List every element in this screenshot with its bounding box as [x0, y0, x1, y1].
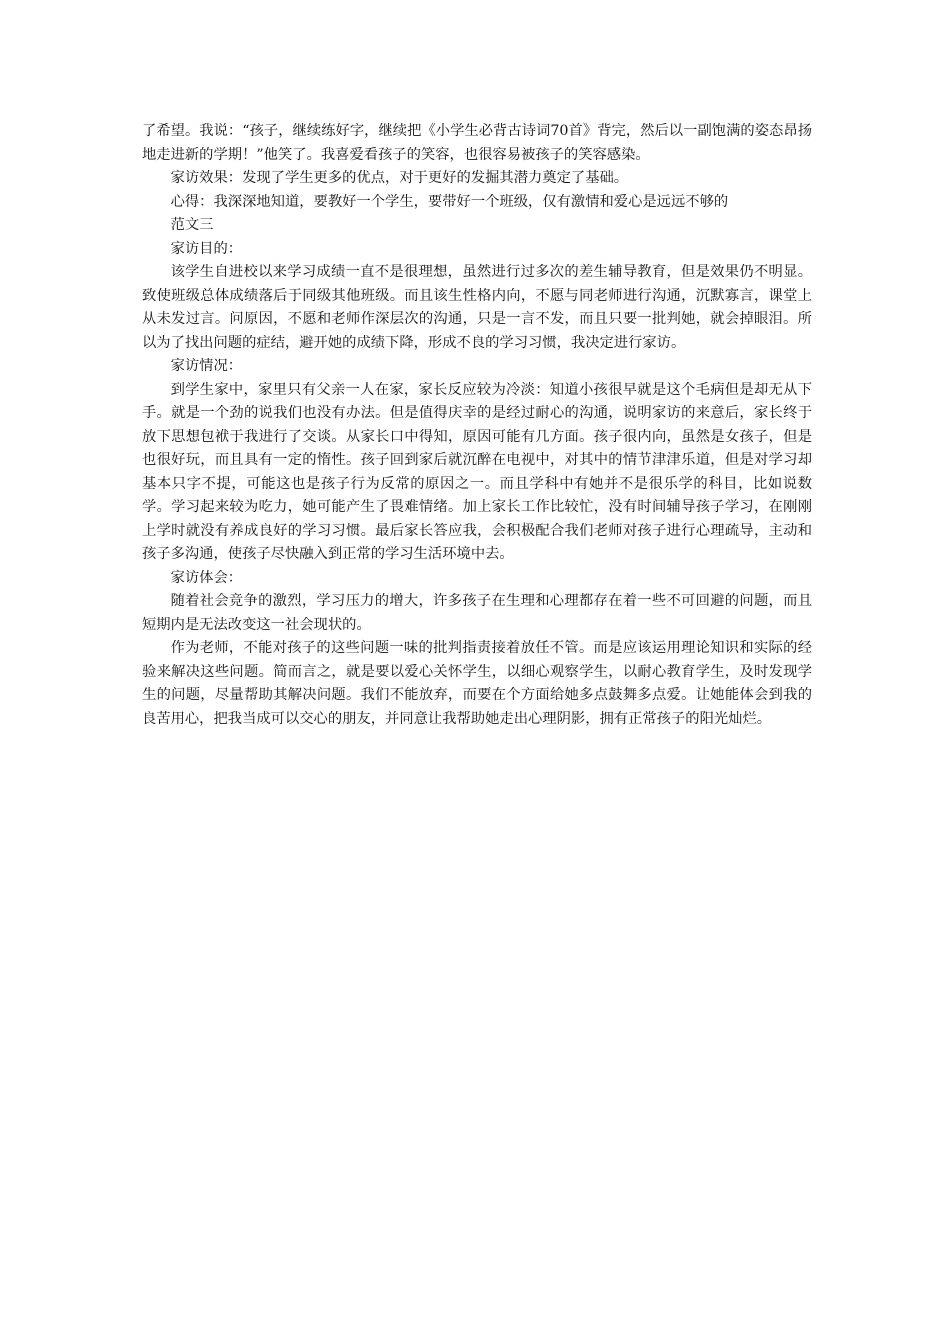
- paragraph-continuation: 了希望。我说：“孩子，继续练好字，继续把《小学生必背古诗词70首》背完，然后以一副饱满的姿态昂扬地走进新的学期！”他笑了。我喜爱看孩子的笑容，也很容易被孩子的笑容感染。: [142, 123, 812, 163]
- paragraph-visit-situation: 到学生家中，家里只有父亲一人在家，家长反应较为冷淡：知道小孩很早就是这个毛病但是却无从下手。就是一个劲的说我们也没有办法。但是值得庆幸的是经过耐心的沟通，说明家访的来意后，家长终于放下思想包袱于我进行了交谈。从家长口中得知，原因可能有几方面。孩子很内向，虽然是女孩子，但是也很好玩，而且具有一定的惰性。孩子回到家后就沉醉在电视中，对其中的情节津津乐道，但是对学习却基本只字不提，可能这也是孩子行为反常的原因之一。而且学科中有她并不是很乐学的科目，比如说数学。学习起来较为吃力，她可能产生了畏难情绪。加上家长工作比较忙，没有时间辅导孩子学习，在刚刚上学时就没有养成良好的学习习惯。最后家长答应我，会积极配合我们老师对孩子进行心理疏导，主动和孩子多沟通，使孩子尽快融入到正常的学习生活环境中去。: [142, 381, 812, 562]
- section-heading-visit-situation: 家访情况：: [170, 358, 243, 374]
- section-heading-visit-experience: 家访体会：: [170, 569, 243, 586]
- paragraph-visit-purpose: 该学生自进校以来学习成绩一直不是很理想，虽然进行过多次的差生辅导教育，但是效果仍不明显。致使班级总体成绩落后于同级其他班级。而且该生性格内向，不愿与同老师进行沟通，沉默寡言，课堂上从未发过言。问原因，不愿和老师作深层次的沟通，只是一言不发，而且只要一批判她，就会掉眼泪。所以为了找出问题的症结，避开她的成绩下降，形成不良的学习习惯，我决定进行家访。: [142, 264, 812, 351]
- section-heading-sample-three: 范文三: [170, 217, 214, 233]
- paragraph-reflection: 心得：我深深地知道，要教好一个学生，要带好一个班级，仅有激情和爱心是远远不够的: [170, 193, 729, 210]
- paragraph-visit-experience-1: 随着社会竞争的激烈，学习压力的增大，许多孩子在生理和心理都存在着一些不可回避的问题，而且短期内是无法改变这一社会现状的。: [142, 593, 812, 633]
- document-body: [142, 120, 812, 731]
- paragraph-visit-effect: 家访效果：发现了学生更多的优点，对于更好的发掘其潜力奠定了基础。: [170, 170, 629, 186]
- paragraph-visit-experience-2: 作为老师，不能对孩子的这些问题一味的批判指责接着放任不管。而是应该运用理论知识和实际的经验来解决这些问题。简而言之，就是要以爱心关怀学生，以细心观察学生，以耐心教育学生，及时发现学生的问题，尽量帮助其解决问题。我们不能放弃，而要在个方面给她多点鼓舞多点爱。让她能体会到我的良苦用心，把我当成可以交心的朋友，并同意让我帮助她走出心理阴影，拥有正常孩子的阳光灿烂。: [142, 640, 812, 727]
- section-heading-visit-purpose: 家访目的：: [170, 240, 243, 257]
